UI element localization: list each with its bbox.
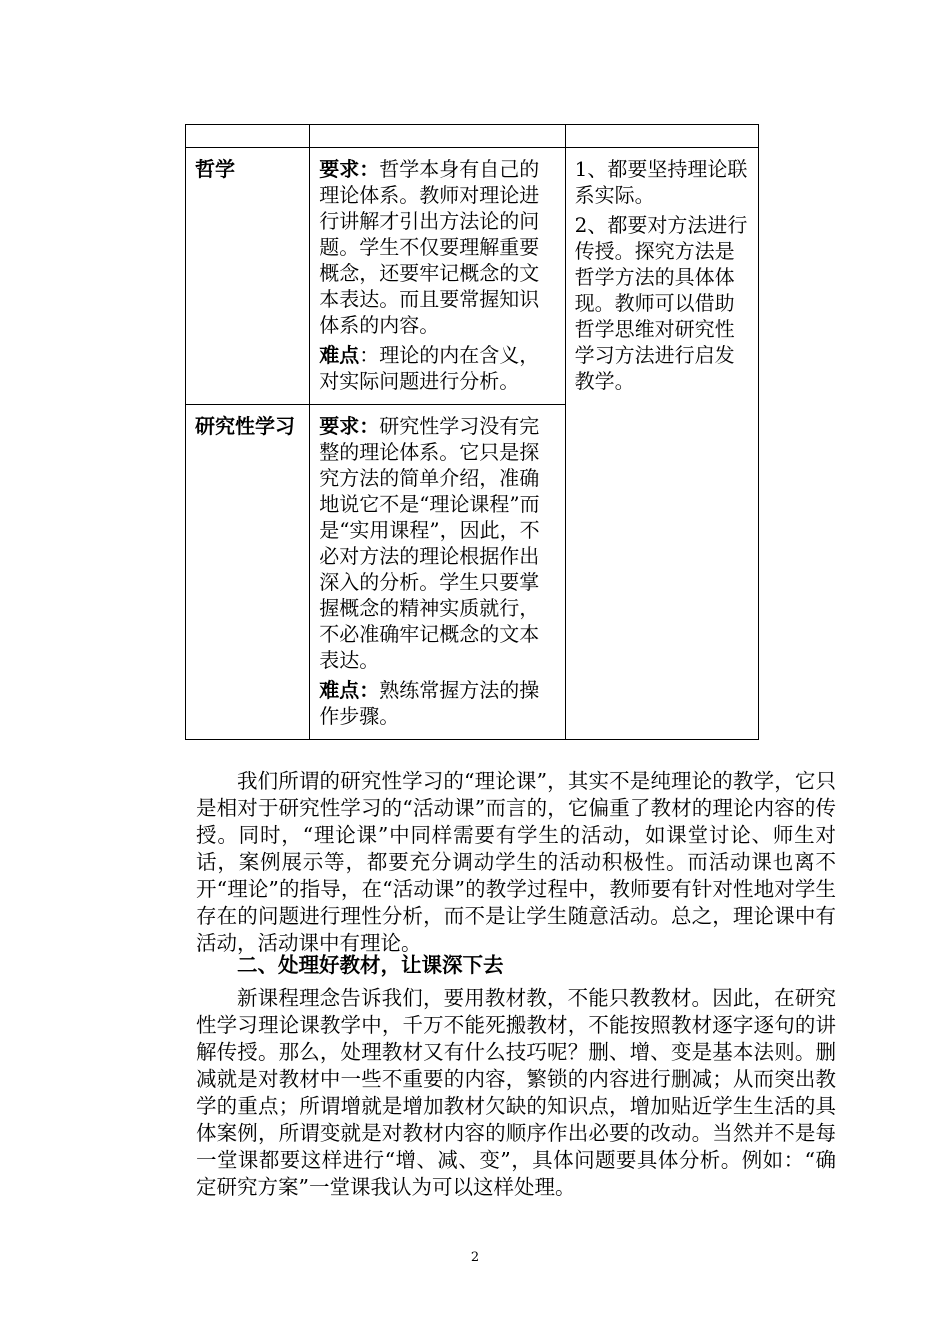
requirement-paragraph	[319, 156, 556, 338]
table-row	[186, 148, 759, 405]
paragraph-text: 新课程理念告诉我们，要用教材教，不能只教教材。因此，在研究性学习理论课教学中，千万不能死搬教材，不能按照教材逐字逐句的讲解传授。那么，处理教材又有什么技巧呢？删、增、变是基本法则。删减就是对教材中一些不重要的内容，繁锁的内容进行删减；从而突出教学的重点；所谓增就是增加教材欠缺的知识点，增加贴近学生生活的具体案例，所谓变就是对教材内容的顺序作出必要的改动。当然并不是每一堂课都要这样进行“增、减、变”，具体问题要具体分析。例如：“确定研究方案”一堂课我认为可以这样处理。	[196, 986, 836, 1199]
table-cell	[565, 125, 758, 148]
difficulty-text: 熟练常握方法的操作步骤。	[319, 678, 540, 728]
requirement-label: 要求：	[319, 414, 380, 438]
difficulty-text: ：理论的内在含义，对实际问题进行分析。	[319, 343, 540, 393]
difficulty-paragraph	[319, 677, 556, 729]
table-cell	[310, 125, 565, 148]
requirement-cell-philosophy	[310, 148, 565, 405]
difficulty-label: 难点：	[319, 678, 380, 702]
body-paragraph-2	[196, 985, 836, 1201]
paragraph-text: 我们所谓的研究性学习的“理论课”，其实不是纯理论的教学，它只是相对于研究性学习的“活动课”而言的，它偏重了教材的理论内容的传授。同时，“理论课”中同样需要有学生的活动，如课堂讨论、师生对话，案例展示等，都要充分调动学生的活动积极性。而活动课也离不开“理论”的指导，在“活动课”的教学过程中，教师要有针对性地对学生存在的问题进行理性分析，而不是让学生随意活动。总之，理论课中有活动，活动课中有理论。	[196, 769, 836, 955]
table-cell	[186, 125, 310, 148]
difficulty-paragraph	[319, 342, 556, 394]
common-point: 1、都要坚持理论联系实际。	[574, 157, 748, 207]
subject-cell-philosophy: 哲学	[186, 148, 310, 405]
table-header-row	[186, 125, 759, 148]
comparison-table	[185, 124, 759, 740]
common-point: 2、都要对方法进行传授。探究方法是哲学方法的具体体现。教师可以借助哲学思维对研究性学习方法进行启发教学。	[574, 213, 748, 393]
requirement-text: 研究性学习没有完整的理论体系。它只是探究方法的简单介绍，准确地说它不是“理论课程”而是“实用课程”，因此，不必对方法的理论根据作出深入的分析。学生只要掌握概念的精神实质就行，不必准确牢记概念的文本表达。	[319, 414, 540, 672]
body-paragraph-1	[196, 768, 836, 957]
requirement-paragraph	[319, 413, 556, 673]
page-number: 2	[470, 1250, 480, 1265]
requirement-cell-research-learning	[310, 405, 565, 740]
requirement-text: 哲学本身有自己的理论体系。教师对理论进行讲解才引出方法论的问题。学生不仅要理解重要概念，还要牢记概念的文本表达。而且要常握知识体系的内容。	[319, 157, 540, 337]
section-heading: 二、处理好教材，让课深下去	[237, 953, 504, 977]
difficulty-label: 难点	[319, 343, 360, 367]
requirement-label: 要求：	[319, 157, 380, 181]
subject-cell-research-learning: 研究性学习	[186, 405, 310, 740]
common-points-cell	[565, 148, 758, 740]
